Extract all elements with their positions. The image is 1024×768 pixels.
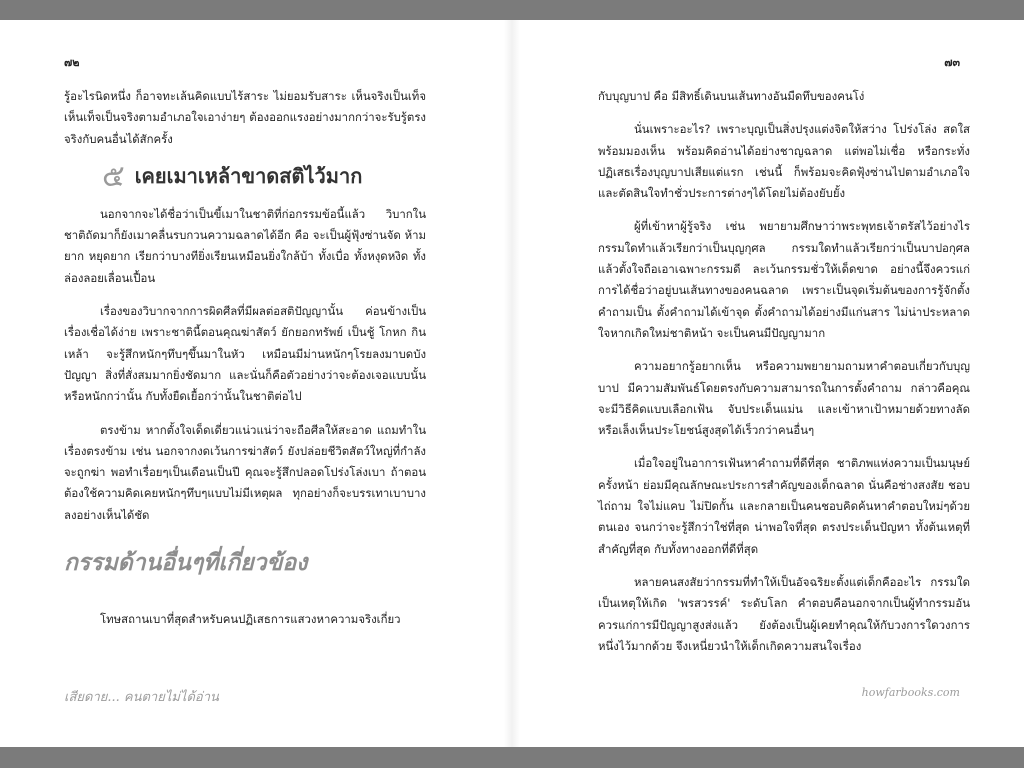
book-title-footer: เสียดาย... คนตายไม่ได้อ่าน (64, 690, 219, 705)
page-body (598, 86, 970, 669)
paragraph: นั่นเพราะอะไร? เพราะบุญเป็นสิ่งปรุงแต่งจิตให้สว่าง โปร่งโล่ง สดใส พร้อมมองเห็น พร้อมคิดอ่านได้อย่างชาญฉลาด แต่พอไม่เชื่อ หรือกระทั่งปฏิเสธเรื่องบุญบาปเสียแต่แรก เช่นนี้ ก็พร้อมจะคิดฟุ้งซ่านไปตามอำเภอใจ และตัดสินใจทำชั่วประการต่างๆได้โดยไม่ต้องยับยั้ง (598, 122, 970, 201)
paragraph: โทษสถานเบาที่สุดสำหรับคนปฏิเสธการแสวงหาความจริงเกี่ยว (100, 612, 401, 627)
paragraph: กับบุญบาป คือ มีสิทธิ์เดินบนเส้นทางอันมืดทึบของคนโง่ (598, 89, 865, 103)
section-title: กรรมด้านอื่นๆที่เกี่ยวข้อง (64, 549, 308, 577)
left-page (0, 20, 512, 747)
heading-title: เคยเมาเหล้าขาดสติไว้มาก (134, 164, 363, 189)
paragraph: ความอยากรู้อยากเห็น หรือความพยายามถามหาคำตอบเกี่ยวกับบุญบาป มีความสัมพันธ์โดยตรงกับความสามารถในการตั้งคำถาม กล่าวคือคุณจะมีวิธีคิดแบบเลือกเฟ้น จับประเด็นแม่น และเข้าหาเป้าหมายด้วยทางลัด หรือเล็งเห็นประโยชน์สูงสุดได้เร็วกว่าคนอื่นๆ (598, 359, 970, 438)
paragraph: นอกจากจะได้ชื่อว่าเป็นขี้เมาในชาติที่ก่อกรรมข้อนี้แล้ว วิบากในชาติถัดมาก็ยังเมาคลื่นรบกวนความฉลาดได้อีก คือ จะเป็นผู้ฟุ้งซ่านจัด ห้ามยาก หยุดยาก เรียกว่าบางทียิ่งเรียนเหมือนยิ่งใกล้บ้า ทั้งเบื่อ ทั้งหงุดหงิด ทั้งล่องลอยเลื่อนเปื้อน (64, 206, 426, 285)
paragraph: ตรงข้าม หากตั้งใจเด็ดเดี่ยวแน่วแน่ว่าจะถือศีลให้สะอาด แถมทำในเรื่องตรงข้าม เช่น นอกจากงดเว้นการฆ่าสัตว์ ยังปล่อยชีวิตสัตว์ใหญ่ที่กำลังจะถูกฆ่า พอทำเรื่อยๆเป็นเดือนเป็นปี คุณจะรู้สึกปลอดโปร่งโล่งเบา ถ้าตอนต้องใช้ความคิดเคยหนักๆทึบๆแบบไม่มีเหตุผล ทุกอย่างก็จะบรรเทาเบาบางลงอย่างเห็นได้ชัด (64, 422, 426, 522)
right-page (512, 20, 1024, 747)
page-number: ๗๓ (944, 56, 960, 69)
page-number: ๗๒ (64, 56, 80, 69)
paragraph: ผู้ที่เข้าหาผู้รู้จริง เช่น พยายามศึกษาว่าพระพุทธเจ้าตรัสไว้อย่างไร กรรมใดทำแล้วเรียกว่าเป็นบุญกุศล กรรมใดทำแล้วเรียกว่าเป็นบาปอกุศล แล้วตั้งใจถือเอาเฉพาะกรรมดี ละเว้นกรรมชั่วให้เด็ดขาด อย่างนี้จึงควรแก่การได้ชื่อว่าอยู่บนเส้นทางของคนฉลาด เพราะเป็นจุดเริ่มต้นของการรู้จักตั้งคำถามเป็น ตั้งคำถามได้เข้าจุด ตั้งคำถามได้อย่างมีแก่นสาร ไม่น่าประหลาดใจหากเกิดใหม่ชาติหน้า จะเป็นคนมีปัญญามาก (598, 219, 970, 340)
paragraph: เมื่อใจอยู่ในอาการเฟ้นหาคำถามที่ดีที่สุด ชาติภพแห่งความเป็นมนุษย์ครั้งหน้า ย่อมมีคุณลักษณะประการสำคัญของเด็กฉลาด นั่นคือช่างสงสัย ชอบไถ่ถาม ใจไม่แคบ ไม่ปิดกั้น และกลายเป็นคนชอบคิดค้นหาคำตอบใหม่ๆด้วยตนเอง จนกว่าจะรู้สึกว่าใช่ที่สุด น่าพอใจที่สุด ตรงประเด็นปัญหา ทั้งต้นเหตุที่สำคัญที่สุด กับทั้งทางออกที่ดีที่สุด (598, 456, 970, 556)
top-bar (0, 0, 1024, 20)
bottom-bar (0, 747, 1024, 768)
chapter-heading (102, 158, 426, 194)
book-spread (0, 20, 1024, 747)
paragraph: เรื่องของวิบากจากการผิดศีลที่มีผลต่อสติปัญญานั้น ค่อนข้างเป็นเรื่องเชื่อได้ง่าย เพราะชาตินี้ตอนคุณฆ่าสัตว์ ยักยอกทรัพย์ เป็นชู้ โกหก กินเหล้า จะรู้สึกหนักๆทึบๆขึ้นมาในหัว เหมือนมีม่านหนักๆโรยลงมาบดบังปัญญา สิ่งที่สั่งสมมากยิ่งชัดมาก และนั่นก็คือตัวอย่างว่าจะต้องเจอแบบนั้นหรือหนักกว่านั้น กับทั้งยืดเยื้อกว่านั้นในชาติต่อไป (64, 304, 426, 404)
paragraph: หลายคนสงสัยว่ากรรมที่ทำให้เป็นอัจฉริยะตั้งแต่เด็กคืออะไร กรรมใดเป็นเหตุให้เกิด 'พรสวรรค์' ระดับโลก คำตอบคือนอกจากเป็นผู้ทำกรรมอันควรแก่การมีปัญญาสูงส่งแล้ว ยังต้องเป็นผู้เคยทำคุณให้กับวงการใดวงการหนึ่งไว้มากด้วย จึงเหนี่ยวนำให้เด็กเกิดความสนใจเรื่อง (598, 574, 970, 653)
heading-number: ๕ (102, 158, 125, 194)
page-body (64, 86, 426, 643)
paragraph: รู้อะไรนิดหนึ่ง ก็อาจทะเล้นคิดแบบไร้สาระ ไม่ยอมรับสาระ เห็นจริงเป็นเท็จ เห็นเท็จเป็นจริงตามอำเภอใจเอาง่ายๆ ต้องออกแรงอย่างมากกว่าจะรับรู้ตรงจริงกับคนอื่นได้สักครั้ง (64, 89, 426, 146)
website-footer: howfarbooks.com (861, 686, 960, 699)
